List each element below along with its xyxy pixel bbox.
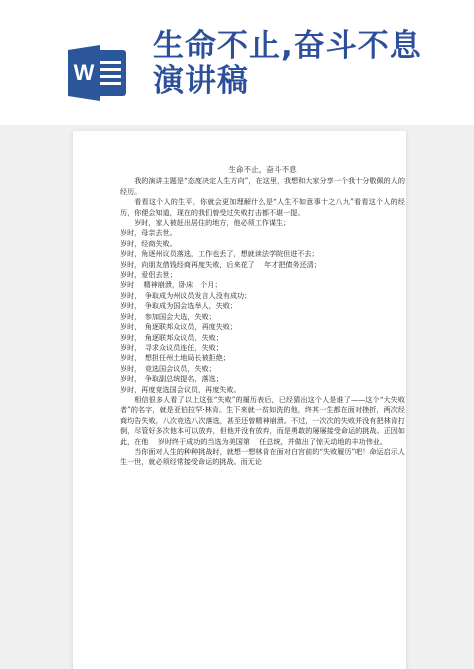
document-page (73, 131, 406, 669)
list-item: 岁时， 争取成为州议员发言人没有成功； (120, 290, 252, 300)
list-item: 岁时， 角逐联邦众议员，再度失败； (120, 322, 238, 332)
list-item: 岁时， 寻求众议员连任，失败； (120, 342, 223, 352)
paragraph: 看看这个人的生平，你就会更加理解什么是“人生不如意事十之八九”看看这个人的经历，你便会知道，现在的我们曾受过失败打击都不堪一提。 (120, 197, 405, 217)
list-item: 岁时， 争取成为国会选举人，失败； (120, 301, 238, 311)
list-item: 岁时，向朋友借钱经商再度失败，后来花了 年才把债务还清； (120, 259, 321, 269)
list-item: 岁时，经商失败。 (120, 238, 177, 248)
list-item: 岁时， 参加国会大选，失败； (120, 311, 216, 321)
list-item: 岁时，爱侣去世； (120, 270, 177, 280)
paragraph: 相信很多人看了以上这张“失败”的履历表后，已经猜出这个人是谁了——这个“大失败者”的名字，就是亚伯拉罕·林肯。生下来就一贫如洗的他，终其一生都在面对挫折，两次经商均告失败，八次竞选八次落选，甚至还曾精神崩溃。不过，一次次的失败并没有把林肯打倒，尽管好多次他本可以放弃，但他并没有放弃，而是勇敢的屡屡接受命运的挑战。正因如此，在他 岁时终于成功的当选为美国第 任总统，并做出了惊天动地的丰功伟业。 (120, 394, 405, 446)
document-preview-area (0, 125, 474, 669)
paragraph: 当你面对人生的种种挑战时，就想一想林肯在面对白宫前的“失败履历”吧！命运启示人生一世，就必须经常接受命运的挑战。而无论 (120, 446, 405, 467)
list-item: 岁时，母亲去世。 (120, 228, 177, 238)
list-item: 岁时，再度竞选国会议员，再度失败。 (120, 384, 241, 394)
word-icon-letter: W (73, 60, 95, 85)
document-body (120, 165, 405, 468)
list-item: 岁时，角逐州议员落选，工作也丢了，想就读法学院但进不去； (120, 249, 319, 259)
page-title: 生命不止,奋斗不息演讲稿 (153, 28, 422, 99)
list-item: 岁时， 竞选国会议员，失败； (120, 363, 216, 373)
list-item: 岁时 精神崩溃，卧床 个月； (120, 280, 222, 290)
paragraph: 岁时，家人被赶出居住的地方，他必须工作谋生； (134, 218, 291, 228)
header (0, 0, 474, 125)
list-item: 岁时， 角逐联邦众议员，失败； (120, 332, 223, 342)
list-item: 岁时， 争取副总统提名，落选； (120, 374, 223, 384)
paragraph: 我的演讲主题是“态度决定人生方向”，在这里，我想和大家分享一个我十分敬佩的人的经历。 (120, 176, 405, 196)
list-item: 岁时， 想担任州土地局长被拒绝； (120, 353, 230, 363)
document-title: 生命不止，奋斗不息 (228, 165, 297, 174)
word-document-icon (66, 40, 130, 104)
